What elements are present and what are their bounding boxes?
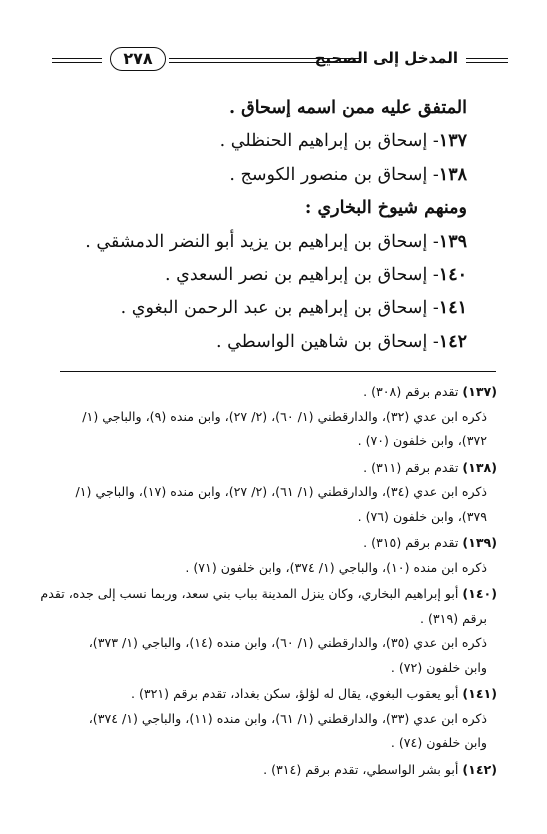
footnote-number: (١٤١) bbox=[462, 686, 497, 701]
line-text: ومنهم شيوخ البخاري : bbox=[304, 198, 467, 219]
line-text: المتفق عليه ممن اسمه إسحاق . bbox=[228, 98, 467, 118]
entry-line bbox=[67, 125, 467, 158]
page-header bbox=[52, 46, 508, 74]
header-rule-right bbox=[466, 58, 508, 59]
entry-number: ١٣٧ bbox=[438, 131, 467, 152]
footnote bbox=[47, 531, 497, 580]
footnote bbox=[40, 582, 497, 680]
footnote-number: (١٣٩) bbox=[462, 535, 497, 550]
entry-line bbox=[67, 226, 467, 259]
entry-number: ١٤٢ bbox=[438, 331, 467, 352]
footnote-line bbox=[47, 380, 497, 405]
entry-line bbox=[67, 259, 467, 292]
entry-text: - إسحاق بن منصور الكوسج . bbox=[229, 164, 439, 185]
footnotes bbox=[40, 380, 497, 784]
footnote-line: برقم (٣١٩) . bbox=[420, 610, 487, 626]
footnote bbox=[47, 758, 497, 783]
footnote-line bbox=[47, 531, 497, 556]
entry-line bbox=[67, 159, 467, 192]
section-heading bbox=[67, 192, 467, 225]
entry-number: ١٤١ bbox=[438, 298, 467, 319]
page-number-badge: ٢٧٨ bbox=[110, 47, 166, 71]
footnote-text: تقدم برقم (٣١١) . bbox=[363, 459, 459, 475]
footnote-line bbox=[47, 758, 497, 783]
entry-number: ١٣٩ bbox=[438, 231, 467, 252]
footnote-line: ذكره ابن منده (١٠)، والباجي (١/ ٣٧٤)، وابن خلفون (٧١) . bbox=[185, 559, 487, 575]
footnote-separator bbox=[60, 371, 496, 372]
footnote-number: (١٣٧) bbox=[462, 384, 497, 399]
running-title: المدخل إلى الصحيح bbox=[314, 49, 458, 67]
header-rule-middle bbox=[169, 58, 361, 59]
footnote-line bbox=[40, 582, 497, 607]
footnote-number: (١٤٠) bbox=[462, 586, 497, 601]
footnote-text: أبو إبراهيم البخاري، وكان ينزل المدينة بباب بني سعد، وربما نسب إلى جده، تقدم bbox=[40, 586, 459, 601]
footnote-text: أبو يعقوب البغوي، يقال له لؤلؤ، سكن بغداد، تقدم برقم (٣٢١) . bbox=[130, 686, 459, 701]
entry-line bbox=[67, 326, 467, 359]
entry-number: ١٤٠ bbox=[438, 264, 467, 285]
footnote-text: أبو بشر الواسطي، تقدم برقم (٣١٤) . bbox=[263, 761, 459, 777]
section-heading bbox=[67, 92, 467, 125]
entry-text: - إسحاق بن إبراهيم بن عبد الرحمن البغوي . bbox=[120, 298, 439, 319]
footnote-number: (١٤٢) bbox=[462, 761, 497, 777]
footnote-line bbox=[47, 682, 497, 707]
header-rule-left bbox=[52, 58, 102, 59]
main-text bbox=[67, 92, 467, 359]
footnote-line: ذكره ابن عدي (٣٣)، والدارقطني (١/ ٦١)، وابن منده (١١)، والباجي (١/ ٣٧٤)، bbox=[88, 710, 487, 726]
footnote-line: ذكره ابن عدي (٣٥)، والدارقطني (١/ ٦٠)، وابن منده (١٤)، والباجي (١/ ٣٧٣)، bbox=[88, 635, 487, 650]
footnote-text: تقدم برقم (٣٠٨) . bbox=[363, 384, 459, 399]
footnote-line: ٣٧٩)، وابن خلفون (٧٦) . bbox=[357, 508, 487, 524]
entry-line bbox=[67, 292, 467, 325]
footnote bbox=[47, 380, 497, 454]
footnote-line: ذكره ابن عدي (٣٤)، والدارقطني (١/ ٦١)، (٢/ ٢٧)، وابن منده (١٧)، والباجي (١/ bbox=[75, 484, 487, 499]
footnote-number: (١٣٨) bbox=[462, 459, 497, 475]
entry-text: - إسحاق بن إبراهيم بن يزيد أبو النضر الدمشقي . bbox=[85, 231, 439, 252]
footnote-text: تقدم برقم (٣١٥) . bbox=[363, 535, 459, 550]
footnote bbox=[47, 682, 497, 756]
entry-text: - إسحاق بن شاهين الواسطي . bbox=[216, 331, 439, 352]
footnote-line: وابن خلفون (٧٢) . bbox=[390, 659, 487, 675]
footnote-line: ذكره ابن عدي (٣٢)، والدارقطني (١/ ٦٠)، (٢/ ٢٧)، وابن منده (٩)، والباجي (١/ bbox=[82, 408, 487, 424]
footnote-line: ٣٧٢)، وابن خلفون (٧٠) . bbox=[357, 433, 487, 448]
entry-text: - إسحاق بن إبراهيم الحنظلي . bbox=[219, 131, 439, 152]
footnote-line bbox=[47, 456, 497, 481]
entry-number: ١٣٨ bbox=[438, 164, 467, 185]
footnote-line: وابن خلفون (٧٤) . bbox=[390, 735, 487, 750]
entry-text: - إسحاق بن إبراهيم بن نصر السعدي . bbox=[165, 264, 439, 285]
footnote bbox=[47, 456, 497, 530]
